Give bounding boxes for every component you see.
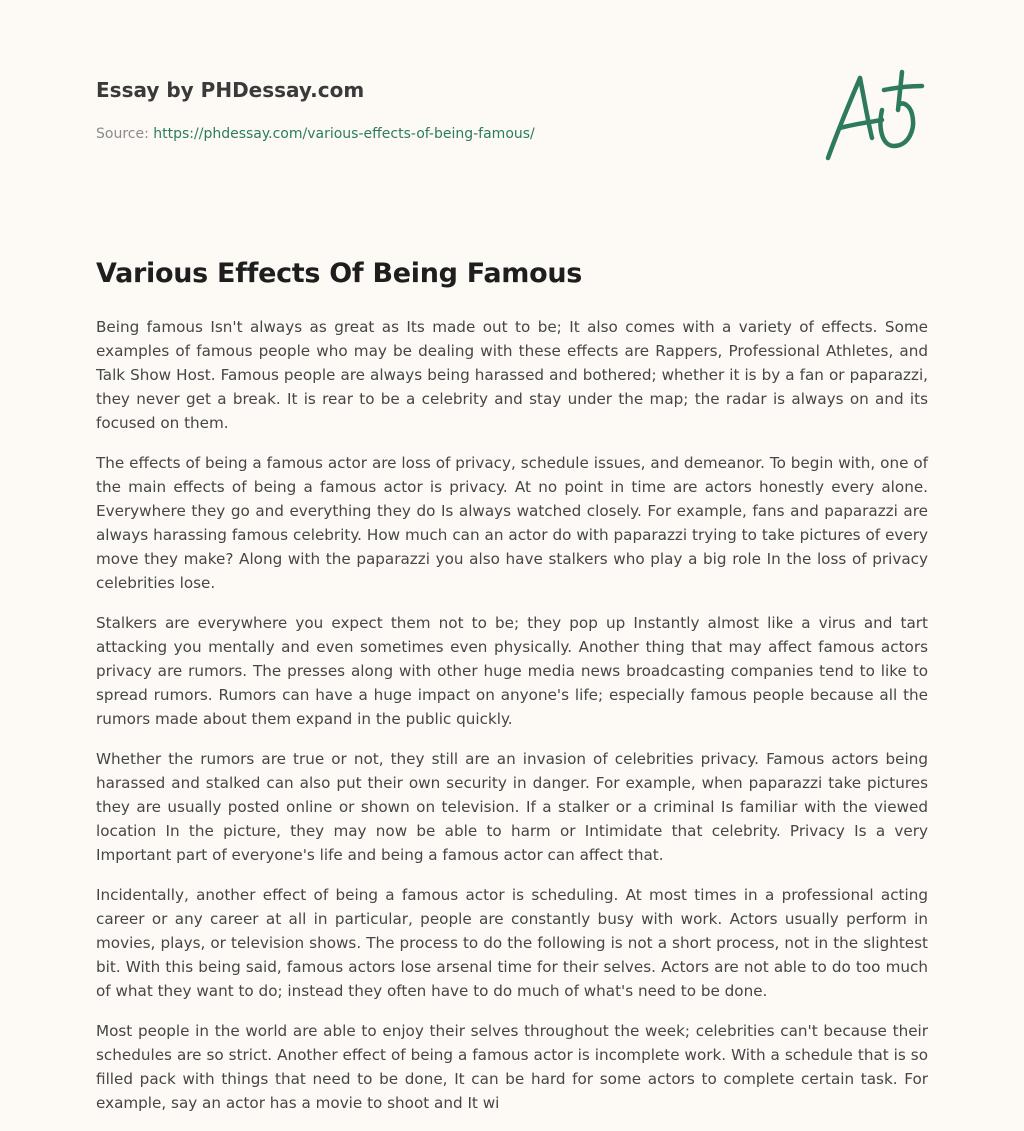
a-plus-icon bbox=[818, 66, 930, 168]
essay-paragraph: Being famous Isn't always as great as Its made out to be; It also comes with a variety of effects. Some examples of famous people who may be dealing with these effects are Rappers, Professional Athletes, and Talk Show Host. Famous people are always being harassed and bothered; whether it is by a fan or paparazzi, they never get a break. It is rear to be a celebrity and stay under the map; the radar is always on and its focused on them. bbox=[96, 318, 928, 432]
essay-body bbox=[96, 315, 928, 1131]
source-line bbox=[96, 124, 796, 144]
site-brand: Essay by PHDessay.com bbox=[96, 78, 365, 102]
essay-paragraph: Whether the rumors are true or not, they still are an invasion of celebrities privacy. Famous actors being harassed and stalked can also put their own security in danger. For example, when paparazzi take pictures they are usually posted online or shown on television. If a stalker or a criminal Is familiar with the viewed location In the picture, they may now be able to harm or Intimidate that celebrity. Privacy Is a very Important part of everyone's life and being a famous actor can affect that. bbox=[96, 750, 928, 864]
essay-header bbox=[96, 76, 796, 144]
source-label: Source: bbox=[96, 126, 154, 142]
essay-paragraph: Incidentally, another effect of being a famous actor is scheduling. At most times in a professional acting career or any career at all in particular, people are constantly busy with work. Actors usually perform in movies, plays, or television shows. The process to do the following is not a short process, not in the slightest bit. With this being said, famous actors lose arsenal time for their selves. Actors are not able to do too much of what they want to do; instead they often have to do much of what's need to be done. bbox=[96, 886, 928, 1000]
source-link[interactable]: https://phdessay.com/various-effects-of-being-famous/ bbox=[153, 126, 535, 142]
essay-paragraph: Most people in the world are able to enjoy their selves throughout the week; celebrities can't because their schedules are so strict. Another effect of being a famous actor is incomplete work. With a schedule that is so filled pack with things that need to be done, It can be hard for some actors to complete certain task. For example, say an actor has a movie to shoot and It wi bbox=[96, 1022, 928, 1112]
essay-title: Various Effects Of Being Famous bbox=[96, 258, 583, 289]
essay-paragraph: Stalkers are everywhere you expect them not to be; they pop up Instantly almost like a virus and tart attacking you mentally and even sometimes even physically. Another thing that may affect famous actors privacy are rumors. The presses along with other huge media news broadcasting companies tend to like to spread rumors. Rumors can have a huge impact on anyone's life; especially famous people because all the rumors made about them expand in the public quickly. bbox=[96, 614, 928, 728]
essay-paragraph: The effects of being a famous actor are loss of privacy, schedule issues, and demeanor. To begin with, one of the main effects of being a famous actor is privacy. At no point in time are actors honestly every alone. Everywhere they go and everything they do Is always watched closely. For example, fans and paparazzi are always harassing famous celebrity. How much can an actor do with paparazzi trying to take pictures of every move they make? Along with the paparazzi you also have stalkers who play a big role In the loss of privacy celebrities lose. bbox=[96, 454, 928, 592]
